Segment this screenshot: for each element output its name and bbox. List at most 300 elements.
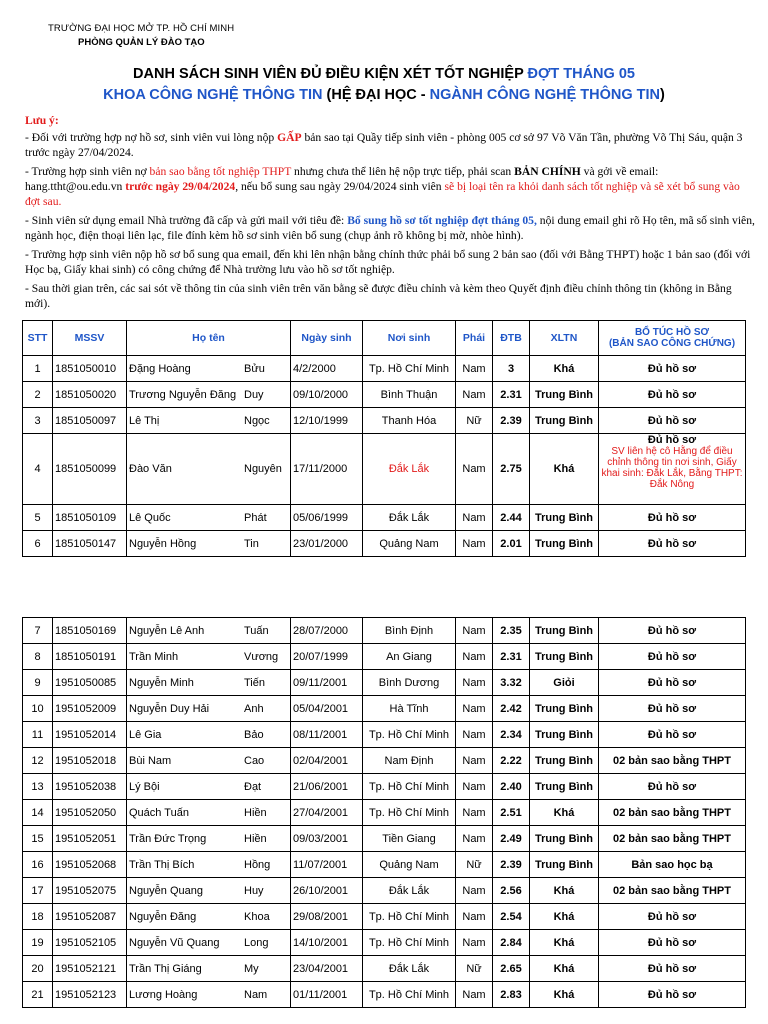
cell-mssv (53, 505, 127, 531)
cell-xltn-text: Khá (553, 962, 575, 975)
cell-noisinh-text: Tp. Hồ Chí Minh (368, 780, 450, 793)
cell-ngaysinh-text: 23/01/2000 (293, 537, 349, 550)
cell-noisinh-text: Tp. Hồ Chí Minh (368, 362, 450, 375)
cell-ten: Ngọc (244, 414, 270, 427)
cell-noisinh (363, 982, 456, 1008)
cell-xltn-text: Khá (553, 936, 575, 949)
cell-stt-text: 20 (31, 962, 44, 975)
cell-mssv-text: 1951052014 (55, 728, 117, 741)
cell-phai (456, 531, 493, 557)
cell-ten: Hồng (244, 858, 271, 871)
cell-xltn-text: Trung Bình (534, 780, 594, 793)
cell-ngaysinh (291, 670, 363, 696)
cell-botuc (599, 356, 746, 382)
cell-ho: Bùi Nam (129, 754, 172, 767)
cell-ngaysinh (291, 382, 363, 408)
cell-xltn-text: Trung Bình (534, 754, 594, 767)
cell-noisinh-text: Bình Thuận (380, 388, 438, 401)
cell-ten: Phát (244, 511, 267, 524)
cell-phai-text: Nam (462, 624, 486, 637)
title-main: DANH SÁCH SINH VIÊN ĐỦ ĐIỀU KIỆN XÉT TỐT NGHIỆP (133, 66, 528, 82)
cell-stt-text: 10 (31, 702, 44, 715)
cell-ngaysinh (291, 982, 363, 1008)
table-row (23, 748, 746, 774)
cell-noisinh (363, 800, 456, 826)
cell-ten: Bảo (244, 728, 264, 741)
cell-botuc-text: Đủ hồ sơ (647, 780, 697, 793)
cell-dtb (493, 748, 530, 774)
cell-stt (23, 434, 53, 505)
cell-mssv (53, 408, 127, 434)
cell-noisinh-text: Đắk Lắk (388, 511, 430, 524)
cell-botuc-text: Đủ hồ sơ (647, 988, 697, 1001)
table-row (23, 774, 746, 800)
cell-botuc (599, 774, 746, 800)
cell-ngaysinh (291, 408, 363, 434)
cell-dtb (493, 774, 530, 800)
cell-hoten (127, 382, 291, 408)
cell-ngaysinh (291, 434, 363, 505)
cell-dtb-text: 2.31 (500, 650, 522, 663)
cell-botuc-text: Đủ hồ sơ (647, 414, 697, 427)
cell-noisinh-text: Hà Tĩnh (389, 702, 429, 715)
cell-phai-text: Nam (462, 780, 486, 793)
table-row (23, 531, 746, 557)
cell-noisinh-text: Đắk Lắk (388, 884, 430, 897)
cell-dtb (493, 904, 530, 930)
cell-hoten (127, 904, 291, 930)
table-row (23, 618, 746, 644)
cell-noisinh (363, 531, 456, 557)
cell-ho: Lê Quốc (129, 511, 171, 524)
cell-noisinh (363, 774, 456, 800)
cell-dtb-text: 2.49 (500, 832, 522, 845)
cell-phai (456, 852, 493, 878)
table-row (23, 382, 746, 408)
cell-ten: Đạt (244, 780, 262, 793)
cell-phai (456, 956, 493, 982)
cell-noisinh (363, 505, 456, 531)
cell-mssv (53, 878, 127, 904)
cell-dtb-text: 3.32 (500, 676, 522, 689)
cell-phai-text: Nam (462, 463, 486, 475)
cell-botuc (599, 670, 746, 696)
cell-phai (456, 408, 493, 434)
cell-xltn-text: Trung Bình (534, 858, 594, 871)
cell-botuc (599, 982, 746, 1008)
cell-botuc (599, 618, 746, 644)
cell-phai-text: Nam (462, 832, 486, 845)
cell-stt (23, 826, 53, 852)
table-row (23, 356, 746, 382)
cell-stt-text: 13 (31, 780, 44, 793)
cell-xltn (530, 670, 599, 696)
cell-dtb (493, 644, 530, 670)
cell-noisinh (363, 696, 456, 722)
cell-ten: Tiến (244, 676, 265, 689)
cell-botuc-text: 02 bản sao bằng THPT (613, 832, 731, 845)
cell-noisinh-text: Bình Dương (378, 676, 440, 689)
cell-botuc-text: Đủ hồ sơ (647, 650, 697, 663)
cell-botuc-text: 02 bản sao bằng THPT (613, 884, 731, 897)
cell-noisinh-text: Quảng Nam (379, 537, 439, 550)
cell-hoten (127, 505, 291, 531)
cell-stt-text: 3 (34, 414, 41, 427)
table-row (23, 696, 746, 722)
cell-noisinh-text: Thanh Hóa (381, 414, 437, 427)
cell-mssv-text: 1851050010 (55, 362, 117, 375)
cell-mssv (53, 356, 127, 382)
cell-noisinh (363, 930, 456, 956)
cell-mssv (53, 930, 127, 956)
cell-phai (456, 644, 493, 670)
cell-hoten (127, 644, 291, 670)
cell-phai (456, 748, 493, 774)
cell-ho: Trần Đức Trọng (129, 832, 207, 845)
cell-dtb-text: 2.65 (500, 962, 522, 975)
cell-phai-text: Nam (462, 728, 486, 741)
title-period: ĐỢT THÁNG 05 (527, 66, 635, 82)
cell-ten: Huy (244, 884, 264, 897)
cell-mssv-text: 1851050020 (55, 388, 117, 401)
cell-ngaysinh-text: 4/2/2000 (293, 362, 336, 375)
cell-botuc (599, 878, 746, 904)
cell-phai-text: Nữ (466, 858, 482, 871)
cell-noisinh (363, 748, 456, 774)
cell-dtb (493, 826, 530, 852)
cell-xltn-text: Trung Bình (534, 832, 594, 845)
cell-ngaysinh-text: 09/03/2001 (293, 832, 349, 845)
cell-hoten (127, 852, 291, 878)
cell-dtb (493, 982, 530, 1008)
cell-mssv (53, 800, 127, 826)
cell-ho: Lý Bội (129, 780, 160, 793)
table-row (23, 904, 746, 930)
cell-dtb-text: 2.22 (500, 754, 522, 767)
cell-botuc-text: Đủ hồ sơ (647, 362, 697, 375)
cell-mssv (53, 982, 127, 1008)
cell-noisinh-text: Quảng Nam (379, 858, 439, 871)
table-row (23, 930, 746, 956)
cell-ngaysinh-text: 11/07/2001 (293, 858, 348, 871)
cell-stt (23, 356, 53, 382)
cell-noisinh-text: Đắk Lắk (388, 962, 430, 975)
cell-xltn (530, 722, 599, 748)
header-ngaysinh: Ngày sinh (291, 321, 363, 356)
cell-mssv (53, 531, 127, 557)
cell-dtb (493, 382, 530, 408)
cell-hoten (127, 748, 291, 774)
cell-hoten (127, 878, 291, 904)
cell-xltn (530, 982, 599, 1008)
cell-noisinh (363, 408, 456, 434)
header-botuc: BỔ TÚC HỒ SƠ (BẢN SAO CÔNG CHỨNG) (599, 321, 746, 356)
note-5: - Sau thời gian trên, các sai sót về thông tin của sinh viên trên văn bằng sẽ được điều chỉnh và kèm theo Quyết định điều chỉnh thông tin (không in Bằng mới). (25, 282, 732, 310)
header-mssv: MSSV (53, 321, 127, 356)
cell-ho: Nguyễn Đăng (129, 910, 197, 923)
cell-ten: Hiền (244, 832, 267, 845)
subtitle-level: (HỆ ĐẠI HỌC - (326, 87, 430, 103)
cell-dtb-text: 2.84 (500, 936, 522, 949)
cell-mssv-text: 1851050109 (55, 511, 117, 524)
cell-hoten (127, 696, 291, 722)
cell-mssv (53, 722, 127, 748)
cell-ten: Nguyên (244, 463, 282, 475)
cell-hoten (127, 356, 291, 382)
cell-xltn (530, 956, 599, 982)
header-stt: STT (23, 321, 53, 356)
cell-botuc (599, 531, 746, 557)
cell-phai (456, 904, 493, 930)
cell-botuc (599, 852, 746, 878)
cell-noisinh-text: An Giang (386, 650, 432, 663)
student-table-1 (22, 320, 746, 557)
cell-dtb-text: 2.01 (500, 537, 522, 550)
cell-botuc (599, 408, 746, 434)
cell-xltn (530, 531, 599, 557)
cell-mssv-text: 1951052038 (55, 780, 117, 793)
subtitle-close: ) (660, 87, 665, 103)
cell-botuc (599, 644, 746, 670)
cell-xltn (530, 774, 599, 800)
cell-noisinh (363, 356, 456, 382)
table-row (23, 852, 746, 878)
cell-hoten (127, 408, 291, 434)
cell-mssv (53, 434, 127, 505)
cell-stt (23, 696, 53, 722)
cell-botuc-text: 02 bản sao bằng THPT (613, 806, 731, 819)
note-2: - Trường hợp sinh viên nợ bản sao bằng tốt nghiệp THPT nhưng chưa thể liên hệ nộp trực tiếp, phải scan BẢN CHÍNH và gởi về email: hang.ttht@ou.edu.vn trước ngày 29/04/2024, nếu bổ sung sau ngày 29/04/2024 sinh viên sẽ bị loại tên ra khỏi danh sách tốt nghiệp và sẽ xét bổ sung vào đợt sau. (25, 165, 740, 208)
cell-xltn-text: Trung Bình (534, 624, 594, 637)
table-row (23, 800, 746, 826)
cell-mssv-text: 1951052075 (55, 884, 117, 897)
cell-phai-text: Nam (462, 650, 486, 663)
cell-dtb-text: 2.75 (500, 463, 522, 475)
note-3: - Sinh viên sử dụng email Nhà trường đã cấp và gửi mail với tiêu đề: Bổ sung hồ sơ tốt nghiệp đợt tháng 05, nội dung email ghi rõ Họ tên, mã số sinh viên, ngành học, điện thoại liên lạc, file đính kèm hồ sơ sinh viên bổ sung (chụp ảnh rõ không bị mờ, nhòe hình). (25, 214, 755, 242)
cell-stt-text: 7 (34, 624, 41, 637)
cell-phai-text: Nam (462, 676, 486, 689)
notes-section (25, 113, 755, 315)
cell-hoten (127, 956, 291, 982)
cell-botuc (599, 800, 746, 826)
cell-ho: Nguyễn Minh (129, 676, 194, 689)
table-row (23, 982, 746, 1008)
cell-noisinh (363, 852, 456, 878)
cell-ten: My (244, 962, 259, 975)
cell-mssv (53, 826, 127, 852)
cell-mssv-text: 1951052121 (55, 962, 117, 975)
cell-ho: Nguyễn Quang (129, 884, 203, 897)
cell-noisinh (363, 878, 456, 904)
cell-ngaysinh (291, 505, 363, 531)
cell-phai (456, 930, 493, 956)
cell-ngaysinh (291, 696, 363, 722)
cell-hoten (127, 826, 291, 852)
cell-xltn (530, 618, 599, 644)
table-row (23, 434, 746, 505)
cell-xltn (530, 852, 599, 878)
cell-phai (456, 878, 493, 904)
cell-phai-text: Nam (462, 936, 486, 949)
table-row (23, 878, 746, 904)
cell-botuc-text: Đủ hồ sơ (647, 728, 697, 741)
header-phai: Phái (456, 321, 493, 356)
cell-dtb (493, 408, 530, 434)
cell-noisinh-text: Đắk Lắk (388, 463, 430, 475)
cell-phai (456, 356, 493, 382)
cell-mssv-text: 1951052050 (55, 806, 117, 819)
cell-phai (456, 505, 493, 531)
cell-stt (23, 956, 53, 982)
cell-ten: Tuấn (244, 624, 269, 637)
header-dtb: ĐTB (493, 321, 530, 356)
cell-phai-text: Nam (462, 754, 486, 767)
cell-ho: Trần Minh (129, 650, 179, 663)
cell-stt (23, 800, 53, 826)
subtitle-faculty: KHOA CÔNG NGHỆ THÔNG TIN (103, 87, 327, 103)
cell-botuc (599, 904, 746, 930)
cell-stt (23, 505, 53, 531)
cell-dtb (493, 670, 530, 696)
cell-ten: Tin (244, 537, 259, 550)
cell-ho: Lê Thị (129, 414, 160, 427)
cell-phai-text: Nam (462, 511, 486, 524)
cell-phai (456, 382, 493, 408)
cell-stt-text: 4 (34, 463, 41, 475)
cell-stt-text: 9 (34, 676, 41, 689)
student-table-2 (22, 617, 746, 1008)
cell-ho: Nguyễn Vũ Quang (129, 936, 220, 949)
cell-xltn-text: Trung Bình (534, 702, 594, 715)
cell-mssv-text: 1951052051 (55, 832, 117, 845)
cell-xltn (530, 878, 599, 904)
cell-stt (23, 852, 53, 878)
cell-stt-text: 2 (34, 388, 41, 401)
cell-phai-text: Nam (462, 362, 486, 375)
cell-ngaysinh (291, 774, 363, 800)
cell-hoten (127, 434, 291, 505)
cell-dtb (493, 878, 530, 904)
cell-xltn-text: Trung Bình (534, 650, 594, 663)
cell-ngaysinh-text: 14/10/2001 (293, 936, 349, 949)
cell-mssv-text: 1851050191 (55, 650, 117, 663)
cell-ho: Quách Tuấn (129, 806, 189, 819)
cell-ngaysinh (291, 904, 363, 930)
university-name: TRƯỜNG ĐẠI HỌC MỞ TP. HỒ CHÍ MINH (48, 23, 235, 34)
cell-xltn (530, 408, 599, 434)
cell-xltn-text: Giỏi (553, 676, 575, 689)
cell-dtb (493, 956, 530, 982)
cell-botuc-text: Đủ hồ sơ (647, 624, 697, 637)
header-hoten: Họ tên (127, 321, 291, 356)
cell-ten: Hiền (244, 806, 267, 819)
cell-stt-text: 21 (31, 988, 44, 1001)
cell-xltn (530, 434, 599, 505)
cell-phai-text: Nữ (466, 962, 482, 975)
cell-ho: Trần Thị Giáng (129, 962, 202, 975)
cell-xltn (530, 382, 599, 408)
cell-stt-text: 1 (34, 362, 41, 375)
cell-ngaysinh (291, 878, 363, 904)
cell-ho: Đào Văn (129, 463, 172, 475)
cell-xltn (530, 505, 599, 531)
cell-ngaysinh (291, 826, 363, 852)
cell-mssv (53, 618, 127, 644)
cell-noisinh-text: Tiền Giang (382, 832, 436, 845)
cell-xltn-text: Khá (553, 463, 575, 475)
table-row (23, 505, 746, 531)
cell-xltn-text: Khá (553, 884, 575, 897)
cell-ngaysinh (291, 852, 363, 878)
cell-xltn-text: Trung Bình (534, 414, 594, 427)
cell-phai-text: Nam (462, 537, 486, 550)
cell-stt-text: 8 (34, 650, 41, 663)
cell-noisinh (363, 722, 456, 748)
cell-noisinh (363, 644, 456, 670)
cell-mssv-text: 1951052123 (55, 988, 117, 1001)
cell-ngaysinh-text: 05/04/2001 (293, 702, 349, 715)
cell-mssv-text: 1951052087 (55, 910, 117, 923)
cell-ngaysinh-text: 21/06/2001 (293, 780, 349, 793)
cell-xltn-text: Khá (553, 988, 575, 1001)
cell-botuc-text: Đủ hồ sơ (647, 910, 697, 923)
cell-xltn-text: Khá (553, 910, 575, 923)
cell-xltn (530, 904, 599, 930)
cell-dtb (493, 852, 530, 878)
cell-dtb (493, 800, 530, 826)
cell-noisinh (363, 670, 456, 696)
cell-phai (456, 696, 493, 722)
cell-mssv (53, 382, 127, 408)
cell-botuc-text: Bản sao học bạ (631, 858, 713, 871)
cell-ten: Cao (244, 754, 265, 767)
cell-dtb (493, 618, 530, 644)
cell-dtb-text: 2.31 (500, 388, 522, 401)
cell-noisinh-text: Tp. Hồ Chí Minh (368, 806, 450, 819)
cell-dtb (493, 356, 530, 382)
cell-xltn (530, 826, 599, 852)
cell-botuc-text: Đủ hồ sơ (647, 388, 697, 401)
cell-mssv-text: 1951052009 (55, 702, 117, 715)
cell-noisinh-text: Tp. Hồ Chí Minh (368, 936, 450, 949)
cell-botuc-text: Đủ hồ sơ (647, 962, 697, 975)
cell-mssv (53, 956, 127, 982)
cell-dtb (493, 722, 530, 748)
cell-ngaysinh (291, 800, 363, 826)
cell-stt (23, 531, 53, 557)
cell-mssv-text: 1951052068 (55, 858, 117, 871)
cell-phai (456, 618, 493, 644)
cell-ngaysinh-text: 02/04/2001 (293, 754, 349, 767)
cell-ngaysinh-text: 05/06/1999 (293, 511, 349, 524)
cell-noisinh (363, 826, 456, 852)
cell-stt-text: 16 (31, 858, 44, 871)
cell-botuc (599, 382, 746, 408)
table-row (23, 956, 746, 982)
cell-stt-text: 11 (31, 728, 44, 741)
cell-noisinh-text: Tp. Hồ Chí Minh (368, 988, 450, 1001)
department-name: PHÒNG QUẢN LÝ ĐÀO TẠO (78, 37, 205, 48)
cell-phai-text: Nam (462, 806, 486, 819)
cell-hoten (127, 930, 291, 956)
cell-ho: Lương Hoàng (129, 988, 198, 1001)
cell-dtb-text: 2.35 (500, 624, 522, 637)
cell-noisinh-text: Tp. Hồ Chí Minh (368, 728, 450, 741)
cell-dtb-text: 2.54 (500, 910, 522, 923)
cell-xltn-text: Trung Bình (534, 388, 594, 401)
cell-ngaysinh (291, 356, 363, 382)
header-xltn: XLTN (530, 321, 599, 356)
